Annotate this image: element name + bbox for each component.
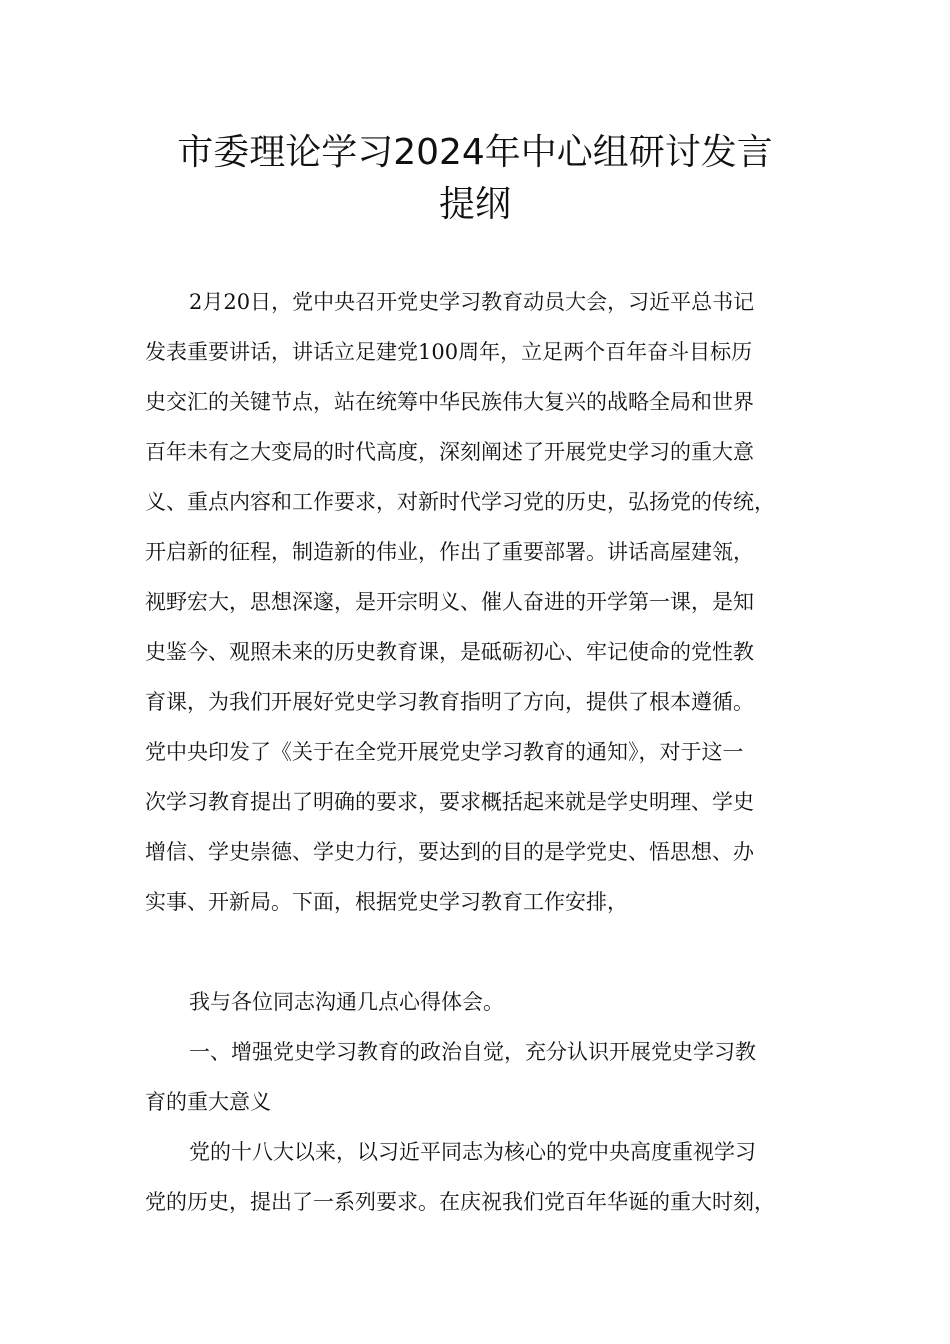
- paragraph-line: 党的历史，提出了一系列要求。在庆祝我们党百年华诞的重大时刻，: [145, 1190, 775, 1214]
- paragraph-line: 史交汇的关键节点，站在统筹中华民族伟大复兴的战略全局和世界: [145, 390, 754, 414]
- section-heading-line: 一、增强党史学习教育的政治自觉，充分认识开展党史学习教: [189, 1040, 756, 1064]
- paragraph-line: 我与各位同志沟通几点心得体会。: [189, 990, 504, 1014]
- paragraph-line: 党中央印发了《关于在全党开展党史学习教育的通知》，对于这一: [145, 740, 744, 764]
- paragraph-line: 增信、学史崇德、学史力行，要达到的目的是学党史、悟思想、办: [145, 840, 754, 864]
- paragraph-line: 党的十八大以来，以习近平同志为核心的党中央高度重视学习: [189, 1140, 756, 1164]
- paragraph-line: 义、重点内容和工作要求，对新时代学习党的历史，弘扬党的传统，: [145, 490, 775, 514]
- intro-paragraph: [145, 277, 835, 927]
- paragraph-line: 次学习教育提出了明确的要求，要求概括起来就是学史明理、学史: [145, 790, 754, 814]
- body-continued: [145, 977, 835, 1227]
- section-heading-line: 育的重大意义: [145, 1090, 271, 1114]
- paragraph-line: 2月20日，党中央召开党史学习教育动员大会，习近平总书记: [189, 290, 755, 314]
- paragraph-line: 发表重要讲话，讲话立足建党100周年，立足两个百年奋斗目标历: [145, 340, 753, 364]
- paragraph-line: 育课，为我们开展好党史学习教育指明了方向，提供了根本遵循。: [145, 690, 754, 714]
- paragraph-line: 实事、开新局。下面，根据党史学习教育工作安排，: [145, 890, 628, 914]
- document-title-line-2: 提纲: [438, 184, 511, 225]
- paragraph-line: 史鉴今、观照未来的历史教育课，是砥砺初心、牢记使命的党性教: [145, 640, 754, 664]
- paragraph-line: 开启新的征程，制造新的伟业，作出了重要部署。讲话高屋建瓴，: [145, 540, 754, 564]
- paragraph-line: 百年未有之大变局的时代高度，深刻阐述了开展党史学习的重大意: [145, 440, 754, 464]
- paragraph-line: 视野宏大，思想深邃，是开宗明义、催人奋进的开学第一课，是知: [145, 590, 754, 614]
- document-title-line-1: 市委理论学习2024年中心组研讨发言: [177, 132, 773, 173]
